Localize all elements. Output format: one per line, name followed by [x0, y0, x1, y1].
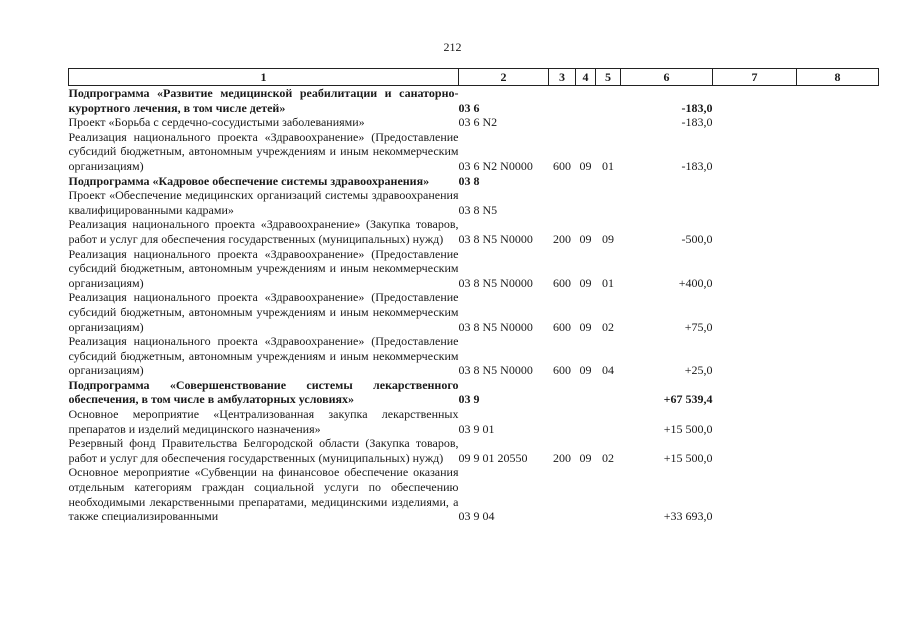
cell-c6: +400,0 [678, 275, 713, 290]
cell-c6: -500,0 [681, 231, 713, 246]
header-col-8: 8 [797, 69, 879, 86]
cell-c4 [576, 86, 596, 116]
cell-c7 [713, 465, 797, 523]
cell-c6: -183,0 [681, 115, 713, 130]
cell-code: 03 8 N5 N0000 [458, 275, 533, 290]
cell-c5 [596, 86, 621, 116]
table-row [69, 217, 879, 246]
cell-code: 03 9 01 [458, 421, 495, 436]
cell-c7 [713, 130, 797, 174]
cell-c7 [713, 407, 797, 436]
cell-c6: -183,0 [681, 158, 713, 173]
budget-table [68, 68, 879, 524]
header-col-6: 6 [621, 69, 713, 86]
header-col-7: 7 [713, 69, 797, 86]
table-row [69, 465, 879, 523]
cell-name: Подпрограмма «Кадровое обеспечение системы здравоохранения» [68, 173, 430, 188]
cell-c6: +67 539,4 [663, 392, 713, 407]
cell-c5: 01 [602, 275, 614, 290]
cell-c7 [713, 247, 797, 291]
cell-name: Основное мероприятие «Субвенции на финансовое обеспечение оказания отдельным категориям граждан социальной услуги по обеспечению необходимыми лекарственными препаратами, медицинскими изделиями, а также специализированными [68, 465, 459, 524]
cell-c3: 600 [553, 319, 571, 334]
cell-code: 03 9 [458, 392, 480, 407]
cell-c8 [797, 290, 879, 334]
cell-c4: 09 [579, 363, 592, 378]
cell-c7 [713, 188, 797, 217]
header-col-5: 5 [596, 69, 621, 86]
cell-c3 [549, 407, 576, 436]
cell-c5 [596, 174, 621, 189]
cell-c8 [797, 115, 879, 130]
cell-c4: 09 [579, 319, 592, 334]
cell-c5: 04 [602, 363, 614, 378]
cell-c3 [549, 115, 576, 130]
table-row [69, 407, 879, 436]
cell-c3: 200 [553, 450, 571, 465]
header-col-3: 3 [549, 69, 576, 86]
table-row [69, 247, 879, 291]
table-row [69, 115, 879, 130]
cell-name: Реализация национального проекта «Здравоохранение» (Предоставление субсидий бюджетным, автономным учреждениям и иным некоммерческим организациям) [68, 129, 459, 173]
cell-c4 [576, 378, 596, 407]
table-row [69, 290, 879, 334]
table-body [69, 86, 879, 524]
cell-c4: 09 [579, 275, 592, 290]
cell-c8 [797, 378, 879, 407]
cell-c7 [713, 217, 797, 246]
cell-name: Реализация национального проекта «Здравоохранение» (Предоставление субсидий бюджетным, автономным учреждениям и иным некоммерческим организациям) [68, 334, 459, 378]
cell-code: 03 6 N2 N0000 [458, 158, 533, 173]
header-col-4: 4 [576, 69, 596, 86]
cell-c7 [713, 174, 797, 189]
cell-c8 [797, 86, 879, 116]
cell-code: 09 9 01 20550 [458, 450, 528, 465]
cell-c4: 09 [579, 158, 592, 173]
cell-c3: 600 [553, 158, 571, 173]
cell-c8 [797, 174, 879, 189]
cell-c5 [596, 407, 621, 436]
cell-c7 [713, 86, 797, 116]
cell-c3: 200 [553, 231, 571, 246]
cell-c3 [549, 188, 576, 217]
cell-c4 [576, 188, 596, 217]
table-row [69, 86, 879, 116]
cell-c6 [621, 174, 713, 189]
table-row [69, 130, 879, 174]
cell-c7 [713, 334, 797, 378]
cell-c3 [549, 378, 576, 407]
cell-c5 [596, 465, 621, 523]
table-row [69, 188, 879, 217]
table-row [69, 436, 879, 465]
cell-c6: +15 500,0 [663, 450, 713, 465]
cell-c8 [797, 130, 879, 174]
cell-c6: +25,0 [684, 363, 713, 378]
cell-c5 [596, 188, 621, 217]
cell-c7 [713, 436, 797, 465]
cell-name: Реализация национального проекта «Здравоохранение» (Закупка товаров, работ и услуг для обеспечения государственных (муниципальных) нужд) [68, 217, 459, 246]
header-col-1: 1 [69, 69, 459, 86]
cell-c5: 02 [602, 450, 614, 465]
cell-c8 [797, 334, 879, 378]
cell-c6: -183,0 [681, 100, 713, 115]
cell-c3 [549, 465, 576, 523]
table-row [69, 334, 879, 378]
table-row [69, 174, 879, 189]
cell-c6: +15 500,0 [663, 421, 713, 436]
cell-c5: 01 [602, 158, 614, 173]
cell-c8 [797, 407, 879, 436]
cell-c7 [713, 115, 797, 130]
cell-c5: 09 [602, 231, 614, 246]
cell-c3 [549, 86, 576, 116]
cell-c4: 09 [579, 450, 592, 465]
cell-c5: 02 [602, 319, 614, 334]
cell-code: 03 8 N5 N0000 [458, 231, 533, 246]
cell-name: Проект «Обеспечение медицинских организаций системы здравоохранения квалифицированными кадрами» [68, 188, 459, 217]
cell-c3 [549, 174, 576, 189]
cell-c4: 09 [579, 231, 592, 246]
cell-code: 03 6 [458, 100, 480, 115]
cell-c7 [713, 378, 797, 407]
header-row [69, 69, 879, 86]
cell-c6: +75,0 [684, 319, 713, 334]
cell-c3: 600 [553, 275, 571, 290]
cell-c6: +33 693,0 [663, 509, 713, 524]
cell-name: Резервный фонд Правительства Белгородской области (Закупка товаров, работ и услуг для обеспечения государственных (муниципальных) нужд) [68, 436, 459, 465]
cell-c5 [596, 115, 621, 130]
cell-c6 [621, 188, 713, 217]
cell-name: Подпрограмма «Развитие медицинской реабилитации и санаторно-курортного лечения, в том числе детей» [68, 86, 459, 115]
cell-c8 [797, 436, 879, 465]
cell-code: 03 8 N5 [458, 202, 498, 217]
cell-c4 [576, 465, 596, 523]
cell-c5 [596, 378, 621, 407]
cell-name: Проект «Борьба с сердечно-сосудистыми заболеваниями» [68, 115, 365, 130]
cell-code: 03 8 N5 N0000 [458, 319, 533, 334]
cell-c4 [576, 174, 596, 189]
page-number: 212 [443, 40, 462, 54]
cell-name: Основное мероприятие «Централизованная закупка лекарственных препаратов и изделий медицинского назначения» [68, 407, 459, 436]
cell-c8 [797, 247, 879, 291]
cell-code: 03 8 [458, 173, 480, 188]
cell-code: 03 8 N5 N0000 [458, 363, 533, 378]
cell-c3: 600 [553, 363, 571, 378]
cell-c8 [797, 217, 879, 246]
header-col-2: 2 [459, 69, 549, 86]
cell-name: Реализация национального проекта «Здравоохранение» (Предоставление субсидий бюджетным, автономным учреждениям и иным некоммерческим организациям) [68, 290, 459, 334]
cell-name: Реализация национального проекта «Здравоохранение» (Предоставление субсидий бюджетным, автономным учреждениям и иным некоммерческим организациям) [68, 246, 459, 290]
cell-code: 03 9 04 [458, 509, 495, 524]
cell-c8 [797, 188, 879, 217]
cell-c4 [576, 407, 596, 436]
cell-c7 [713, 290, 797, 334]
cell-code: 03 6 N2 [458, 115, 498, 130]
table-row [69, 378, 879, 407]
cell-name: Подпрограмма «Совершенствование системы лекарственного обеспечения, в том числе в амбулаторных условиях» [68, 377, 459, 407]
cell-c4 [576, 115, 596, 130]
cell-c8 [797, 465, 879, 523]
